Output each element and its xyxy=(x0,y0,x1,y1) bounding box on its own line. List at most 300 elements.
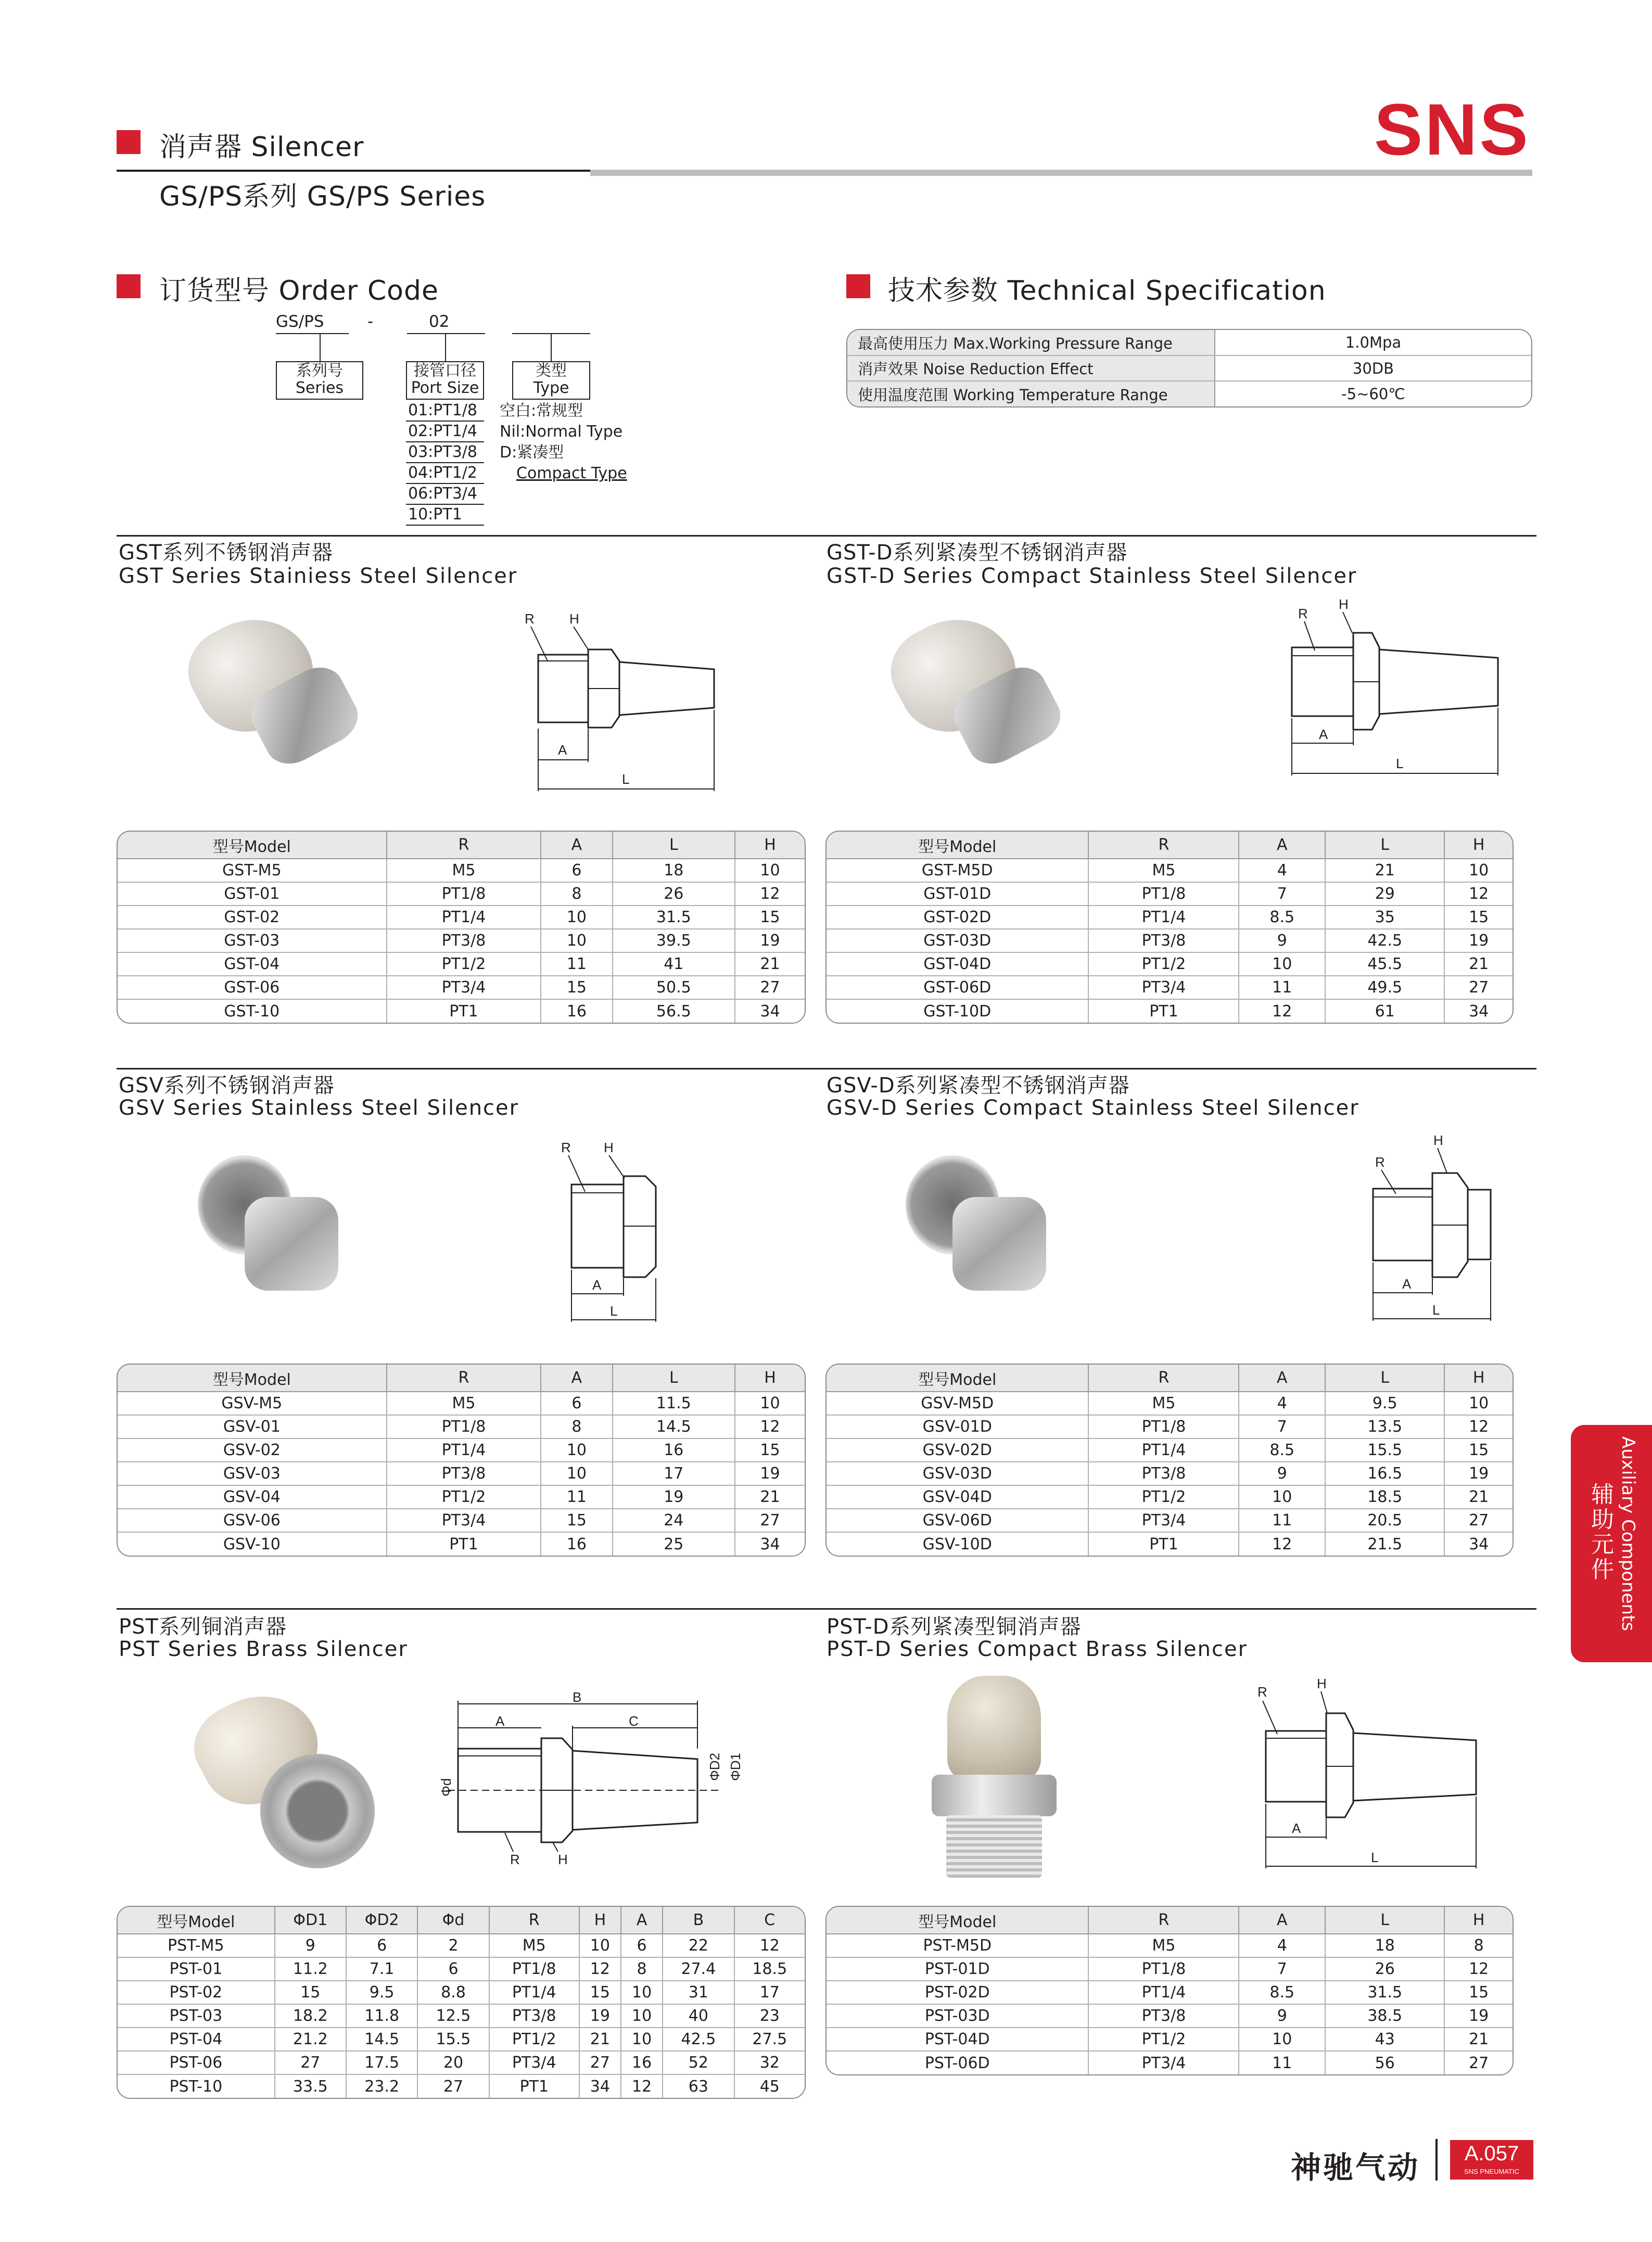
gstd-title-cn: GST-D系列紧凑型不锈钢消声器 xyxy=(827,541,1128,565)
gsvd-table-grid xyxy=(827,1365,1513,1556)
table-cell: M5 xyxy=(387,859,541,882)
spec-label: 最高使用压力 Max.Working Pressure Range xyxy=(847,330,1215,355)
dim-label-l: L xyxy=(1432,1302,1440,1318)
table-cell: GSV-01D xyxy=(827,1415,1088,1438)
page-title: 消声器 Silencer xyxy=(159,132,364,163)
side-tab-en: Auxiliary Components xyxy=(1618,1436,1638,1632)
table-cell: 19 xyxy=(1444,929,1513,952)
table-cell: PT1 xyxy=(1088,1532,1239,1556)
table-cell: 8.8 xyxy=(417,1981,489,2004)
table-cell: GST-M5D xyxy=(827,859,1088,882)
table-cell: 20 xyxy=(417,2051,489,2074)
gsv-title-cn: GSV系列不锈钢消声器 xyxy=(119,1074,335,1098)
pstd-title-en: PST-D Series Compact Brass Silencer xyxy=(827,1637,1248,1661)
code-stem-type xyxy=(551,333,552,362)
table-cell: PT1/2 xyxy=(1088,2028,1239,2051)
table-cell: 16 xyxy=(613,1438,735,1462)
table-cell: 21 xyxy=(1444,2028,1513,2051)
dim-label-a: A xyxy=(1292,1820,1301,1836)
table-cell: GSV-03 xyxy=(118,1462,387,1485)
column-header: B xyxy=(663,1907,734,1934)
order-code-prefix: GS/PS xyxy=(276,312,324,331)
table-cell: 15 xyxy=(541,1509,612,1532)
column-header: ΦD1 xyxy=(275,1907,346,1934)
port-option: 02:PT1/4 xyxy=(406,422,484,442)
column-header: A xyxy=(541,1365,612,1392)
table-cell: PT3/8 xyxy=(489,2004,579,2028)
table-cell: 29 xyxy=(1325,882,1444,906)
table-cell: M5 xyxy=(387,1392,541,1415)
footer-brand-cn: 神驰气动 xyxy=(1291,2150,1420,2185)
table-row xyxy=(118,1415,805,1438)
table-cell: PST-01D xyxy=(827,1957,1088,1981)
table-cell: 10 xyxy=(1239,952,1325,976)
table-cell: GSV-06D xyxy=(827,1509,1088,1532)
pst-table xyxy=(117,1906,806,2099)
table-cell: 11 xyxy=(1239,1509,1325,1532)
port-option: 03:PT3/8 xyxy=(406,442,484,463)
table-cell: PT1/2 xyxy=(387,1485,541,1509)
table-cell: 41 xyxy=(613,952,735,976)
table-cell: 18.5 xyxy=(734,1957,805,1981)
table-row xyxy=(118,976,805,999)
gstd-title-en: GST-D Series Compact Stainless Steel Silencer xyxy=(827,564,1357,588)
table-cell: 21.2 xyxy=(275,2028,346,2051)
pstd-table-grid xyxy=(827,1907,1513,2074)
column-header: L xyxy=(613,1365,735,1392)
gst-table-grid xyxy=(118,832,805,1023)
table-cell: 10 xyxy=(541,1462,612,1485)
table-cell: 11.8 xyxy=(346,2004,417,2028)
code-stem-port xyxy=(445,333,446,362)
table-cell: 26 xyxy=(613,882,735,906)
table-cell: 7 xyxy=(1239,1415,1325,1438)
column-header: 型号Model xyxy=(827,832,1088,859)
table-cell: 18.2 xyxy=(275,2004,346,2028)
table-cell: 15.5 xyxy=(1325,1438,1444,1462)
table-cell: 17 xyxy=(734,1981,805,2004)
table-cell: 15 xyxy=(541,976,612,999)
dim-label-h: H xyxy=(1433,1132,1443,1148)
pst-title-en: PST Series Brass Silencer xyxy=(119,1637,408,1661)
table-cell: 12 xyxy=(1239,1532,1325,1556)
dim-label-b: B xyxy=(573,1689,582,1705)
table-cell: 12 xyxy=(1239,999,1325,1023)
type-label-cn: 类型 xyxy=(536,362,567,380)
dim-label-r: R xyxy=(1257,1684,1267,1700)
table-cell: PT1/4 xyxy=(489,1981,579,2004)
port-size-list xyxy=(406,401,484,526)
gstd-table-grid xyxy=(827,832,1513,1023)
table-cell: 49.5 xyxy=(1325,976,1444,999)
gstd-table xyxy=(825,831,1514,1024)
column-header: C xyxy=(734,1907,805,1934)
table-cell: 4 xyxy=(1239,859,1325,882)
table-cell: 27.5 xyxy=(734,2028,805,2051)
table-cell: 8.5 xyxy=(1239,906,1325,929)
port-option: 04:PT1/2 xyxy=(406,463,484,484)
table-cell: 27 xyxy=(735,1509,805,1532)
table-cell: 11 xyxy=(541,1485,612,1509)
table-row xyxy=(827,1438,1513,1462)
table-cell: GST-01 xyxy=(118,882,387,906)
table-cell: PT1/8 xyxy=(1088,882,1239,906)
table-cell: 42.5 xyxy=(663,2028,734,2051)
type-label-en: Type xyxy=(533,379,569,397)
gsvd-title-en: GSV-D Series Compact Stainless Steel Silencer xyxy=(827,1096,1359,1120)
table-cell: 16.5 xyxy=(1325,1462,1444,1485)
gsvd-dimension-drawing xyxy=(1364,1129,1520,1327)
table-cell: GSV-03D xyxy=(827,1462,1088,1485)
table-cell: 26 xyxy=(1325,1957,1444,1981)
table-row xyxy=(827,1462,1513,1485)
table-row xyxy=(118,1981,805,2004)
table-cell: GST-06D xyxy=(827,976,1088,999)
type-label-box xyxy=(512,361,590,400)
table-cell: 18 xyxy=(613,859,735,882)
table-cell: PT1/4 xyxy=(1088,1981,1239,2004)
table-cell: 52 xyxy=(663,2051,734,2074)
dim-label-h: H xyxy=(604,1140,614,1155)
table-cell: 9 xyxy=(1239,929,1325,952)
dim-label-l: L xyxy=(1396,756,1404,771)
column-header: R xyxy=(1088,1907,1239,1934)
table-cell: M5 xyxy=(489,1934,579,1957)
table-row xyxy=(827,882,1513,906)
table-cell: 14.5 xyxy=(613,1415,735,1438)
spec-row xyxy=(847,355,1531,381)
gst-title-en: GST Series Stainiess Steel Silencer xyxy=(119,564,518,588)
code-stem-series xyxy=(320,333,321,362)
table-row xyxy=(827,2004,1513,2028)
order-code-marker xyxy=(117,274,141,298)
table-cell: 27 xyxy=(1444,1509,1513,1532)
table-row xyxy=(827,1392,1513,1415)
table-cell: 8 xyxy=(541,1415,612,1438)
table-cell: 24 xyxy=(613,1509,735,1532)
table-cell: 56.5 xyxy=(613,999,735,1023)
table-cell: 7 xyxy=(1239,882,1325,906)
table-cell: 10 xyxy=(541,1438,612,1462)
table-cell: 6 xyxy=(541,1392,612,1415)
gstd-product-photo xyxy=(885,609,1062,765)
table-cell: 19 xyxy=(735,929,805,952)
table-cell: 9.5 xyxy=(346,1981,417,2004)
column-header: H xyxy=(1444,1365,1513,1392)
table-cell: PST-02 xyxy=(118,1981,275,2004)
column-header: H xyxy=(735,832,805,859)
table-cell: 27 xyxy=(579,2051,621,2074)
table-cell: 20.5 xyxy=(1325,1509,1444,1532)
footer-brand-en: SNS PNEUMATIC xyxy=(1464,2168,1519,2175)
dim-label-r: R xyxy=(1375,1154,1385,1170)
table-cell: 6 xyxy=(417,1957,489,1981)
table-cell: PT3/4 xyxy=(1088,1509,1239,1532)
table-cell: PST-02D xyxy=(827,1981,1088,2004)
column-header: 型号Model xyxy=(118,832,387,859)
dim-label-d2: ΦD2 xyxy=(707,1753,722,1781)
table-row xyxy=(118,882,805,906)
pst-table-grid xyxy=(118,1907,805,2098)
gsv-dimension-drawing xyxy=(552,1135,708,1332)
dim-label-a: A xyxy=(1402,1276,1412,1292)
table-cell: GST-06 xyxy=(118,976,387,999)
table-row xyxy=(827,1532,1513,1556)
gst-dimension-drawing xyxy=(515,604,734,801)
table-cell: 10 xyxy=(735,859,805,882)
table-cell: 10 xyxy=(579,1934,621,1957)
series-label-box xyxy=(276,361,363,400)
table-cell: M5 xyxy=(1088,859,1239,882)
table-cell: 21 xyxy=(1444,1485,1513,1509)
table-cell: 17 xyxy=(613,1462,735,1485)
table-cell: PST-04D xyxy=(827,2028,1088,2051)
table-cell: GSV-M5 xyxy=(118,1392,387,1415)
table-cell: GST-M5 xyxy=(118,859,387,882)
sintered-brass-shape xyxy=(947,1676,1041,1780)
table-cell: PT3/4 xyxy=(387,976,541,999)
spec-row xyxy=(847,381,1531,406)
table-cell: GST-01D xyxy=(827,882,1088,906)
column-header: L xyxy=(613,832,735,859)
section-rule xyxy=(117,1608,1536,1610)
table-row xyxy=(827,2051,1513,2074)
series-label-cn: 系列号 xyxy=(296,362,343,380)
table-cell: 21 xyxy=(735,952,805,976)
table-cell: 15 xyxy=(1444,1981,1513,2004)
table-row xyxy=(827,929,1513,952)
table-cell: PST-M5 xyxy=(118,1934,275,1957)
table-cell: 18.5 xyxy=(1325,1485,1444,1509)
footer-divider xyxy=(1435,2139,1438,2181)
gst-title-cn: GST系列不锈钢消声器 xyxy=(119,541,333,565)
table-cell: 10 xyxy=(621,2028,663,2051)
dim-label-a: A xyxy=(495,1713,505,1729)
column-header: A xyxy=(621,1907,663,1934)
dim-label-a: A xyxy=(592,1277,602,1293)
table-cell: GSV-10 xyxy=(118,1532,387,1556)
table-cell: 16 xyxy=(541,999,612,1023)
table-cell: 11.2 xyxy=(275,1957,346,1981)
table-cell: 34 xyxy=(760,1002,780,1021)
dim-label-l: L xyxy=(622,771,630,787)
table-cell: 14.5 xyxy=(346,2028,417,2051)
table-cell: PT1/8 xyxy=(1088,1957,1239,1981)
table-row xyxy=(118,1509,805,1532)
table-cell: 10 xyxy=(541,906,612,929)
table-cell: PST-01 xyxy=(118,1957,275,1981)
table-cell: PST-M5D xyxy=(827,1934,1088,1957)
table-cell: GSV-M5D xyxy=(827,1392,1088,1415)
table-cell: 15 xyxy=(275,1981,346,2004)
table-cell: PT3/4 xyxy=(1088,976,1239,999)
thread-shape xyxy=(946,1815,1042,1878)
table-cell: 40 xyxy=(663,2004,734,2028)
column-header: L xyxy=(1325,1907,1444,1934)
table-cell: 34 xyxy=(1469,1535,1489,1553)
table-cell: PT1/4 xyxy=(1088,1438,1239,1462)
column-header: H xyxy=(1444,832,1513,859)
side-tab[interactable] xyxy=(1571,1425,1652,1662)
order-code-title: 订货型号 Order Code xyxy=(159,275,439,307)
table-cell: GST-02D xyxy=(827,906,1088,929)
table-cell: PT3/8 xyxy=(1088,929,1239,952)
spec-row xyxy=(847,330,1531,355)
table-cell: 35 xyxy=(1325,906,1444,929)
table-cell: GSV-06 xyxy=(118,1509,387,1532)
table-cell: 25 xyxy=(613,1532,735,1556)
table-row xyxy=(827,1957,1513,1981)
table-cell: PST-03D xyxy=(827,2004,1088,2028)
gstd-dimension-drawing xyxy=(1275,593,1515,786)
column-header: A xyxy=(1239,1907,1325,1934)
spec-label: 使用温度范围 Working Temperature Range xyxy=(847,381,1215,406)
table-cell: 8 xyxy=(621,1957,663,1981)
table-row xyxy=(118,906,805,929)
order-code-dash: - xyxy=(367,312,374,331)
table-cell: PT1 xyxy=(1088,999,1239,1023)
table-row xyxy=(827,859,1513,882)
table-cell: 9 xyxy=(275,1934,346,1957)
page-number: A.057 xyxy=(1464,2142,1519,2165)
type-option-list xyxy=(500,401,627,484)
thread-shape xyxy=(245,1197,338,1291)
type-option: 空白:常规型 xyxy=(500,402,583,420)
gst-table xyxy=(117,831,806,1024)
table-cell: 17.5 xyxy=(346,2051,417,2074)
table-cell: 27 xyxy=(275,2051,346,2074)
page-subtitle: GS/PS系列 GS/PS Series xyxy=(159,181,486,212)
table-cell: 31.5 xyxy=(613,906,735,929)
dim-label-r: R xyxy=(525,611,535,627)
column-header: L xyxy=(1325,832,1444,859)
table-cell: PT1/4 xyxy=(387,906,541,929)
table-row xyxy=(118,1438,805,1462)
dim-label-d1: ΦD1 xyxy=(728,1753,743,1781)
table-cell: 38.5 xyxy=(1325,2004,1444,2028)
table-row xyxy=(827,1934,1513,1957)
spec-label: 消声效果 Noise Reduction Effect xyxy=(847,355,1215,381)
table-cell: PT3/8 xyxy=(387,1462,541,1485)
gsv-table xyxy=(117,1364,806,1557)
table-row xyxy=(118,2004,805,2028)
pst-dimension-drawing xyxy=(416,1686,749,1884)
column-header: A xyxy=(541,832,612,859)
table-cell: 15 xyxy=(735,906,805,929)
gsvd-title-cn: GSV-D系列紧凑型不锈钢消声器 xyxy=(827,1074,1130,1098)
table-cell: GST-10D xyxy=(827,999,1088,1023)
pst-title-cn: PST系列铜消声器 xyxy=(119,1615,287,1639)
table-cell: 21 xyxy=(735,1485,805,1509)
table-row xyxy=(118,999,805,1023)
table-cell: PT1 xyxy=(387,1532,541,1556)
table-cell: 12.5 xyxy=(417,2004,489,2028)
column-header: R xyxy=(387,1365,541,1392)
table-cell: 27 xyxy=(735,976,805,999)
table-cell: 27 xyxy=(417,2074,489,2098)
table-row xyxy=(118,2074,805,2098)
table-cell: PST-06 xyxy=(118,2051,275,2074)
column-header: H xyxy=(1444,1907,1513,1934)
table-cell: 50.5 xyxy=(613,976,735,999)
spec-title: 技术参数 Technical Specification xyxy=(888,275,1326,307)
table-cell: PT1/8 xyxy=(387,1415,541,1438)
spec-value: 30DB xyxy=(1215,355,1531,381)
table-cell: 10 xyxy=(1239,1485,1325,1509)
table-cell: 8 xyxy=(1444,1934,1513,1957)
table-cell: PT1 xyxy=(387,999,541,1023)
table-cell: 10 xyxy=(541,929,612,952)
gsv-table-grid xyxy=(118,1365,805,1556)
table-cell: 8.5 xyxy=(1239,1981,1325,2004)
table-cell: 19 xyxy=(613,1485,735,1509)
table-cell: PT1/2 xyxy=(489,2028,579,2051)
table-cell: GST-03D xyxy=(827,929,1088,952)
table-cell: PT1/4 xyxy=(1088,906,1239,929)
column-header: 型号Model xyxy=(827,1907,1088,1934)
table-cell: 19 xyxy=(1444,1462,1513,1485)
table-cell: M5 xyxy=(1088,1934,1239,1957)
pstd-product-photo xyxy=(926,1676,1062,1884)
table-cell: GSV-02D xyxy=(827,1438,1088,1462)
table-cell: GSV-01 xyxy=(118,1415,387,1438)
column-header: 型号Model xyxy=(118,1365,387,1392)
column-header: A xyxy=(1239,1365,1325,1392)
table-cell: 11.5 xyxy=(613,1392,735,1415)
table-row xyxy=(827,1981,1513,2004)
table-cell: 56 xyxy=(1325,2051,1444,2074)
table-cell: 10 xyxy=(735,1392,805,1415)
table-cell: 10 xyxy=(1239,2028,1325,2051)
table-row xyxy=(118,1934,805,1957)
table-cell: 12 xyxy=(1444,1415,1513,1438)
table-cell: 11 xyxy=(541,952,612,976)
table-cell: PT1/2 xyxy=(1088,952,1239,976)
table-row xyxy=(118,859,805,882)
column-header: L xyxy=(1325,1365,1444,1392)
dim-label-a: A xyxy=(558,742,567,758)
port-label-cn: 接管口径 xyxy=(414,362,476,380)
table-cell: GSV-04D xyxy=(827,1485,1088,1509)
port-label-en: Port Size xyxy=(411,379,479,397)
table-cell: 10 xyxy=(621,1981,663,2004)
table-row xyxy=(827,952,1513,976)
table-cell: 10 xyxy=(1444,859,1513,882)
table-row xyxy=(827,1509,1513,1532)
spec-value: -5~60℃ xyxy=(1341,385,1405,403)
gst-product-photo xyxy=(182,609,359,765)
table-cell: 6 xyxy=(621,1934,663,1957)
spec-marker xyxy=(846,274,870,298)
header-rule xyxy=(117,170,590,172)
table-row xyxy=(118,929,805,952)
table-cell: 12 xyxy=(1444,882,1513,906)
column-header: Φd xyxy=(417,1907,489,1934)
table-cell: 23 xyxy=(734,2004,805,2028)
table-cell: 4 xyxy=(1239,1392,1325,1415)
table-cell: 21.5 xyxy=(1325,1532,1444,1556)
dim-label-r: R xyxy=(561,1140,571,1155)
column-header: 型号Model xyxy=(118,1907,275,1934)
table-row xyxy=(118,1392,805,1415)
table-row xyxy=(118,1485,805,1509)
table-cell: 15 xyxy=(1444,1438,1513,1462)
dim-label-d: Φd xyxy=(438,1778,454,1797)
gsvd-product-photo xyxy=(906,1150,1057,1301)
table-cell: 45 xyxy=(759,2077,780,2096)
table-cell: 12 xyxy=(734,1934,805,1957)
table-cell: PT3/8 xyxy=(1088,1462,1239,1485)
